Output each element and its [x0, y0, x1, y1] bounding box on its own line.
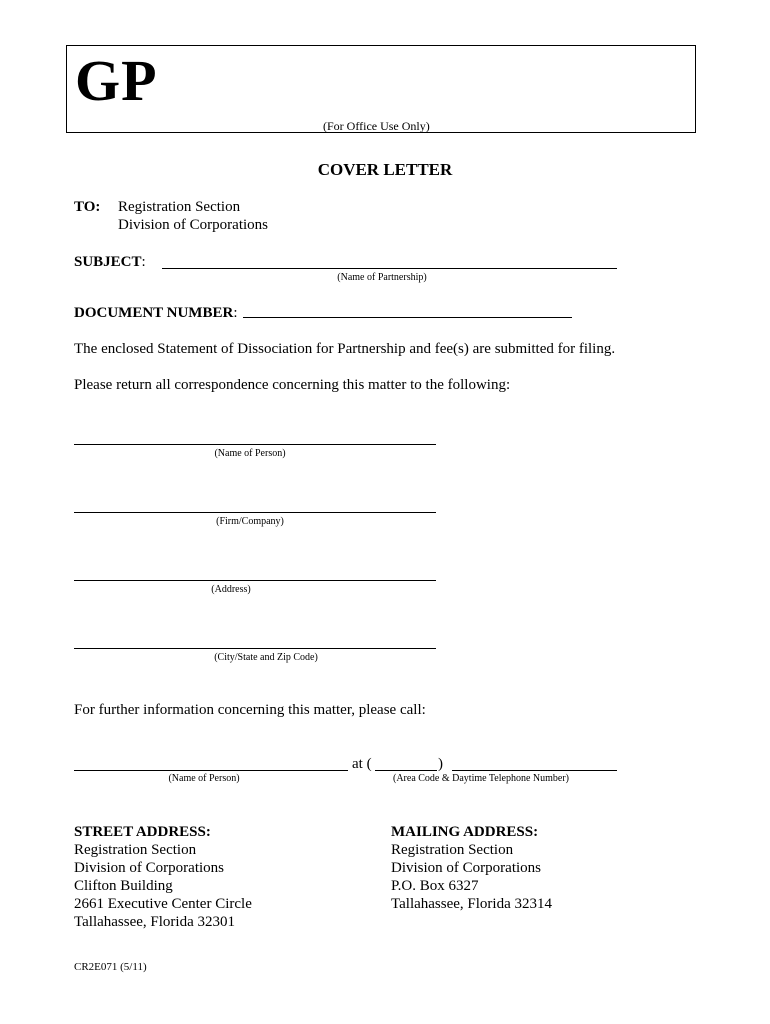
street-address-line: Clifton Building: [74, 878, 173, 894]
subject-field[interactable]: [162, 268, 617, 269]
form-code-footer: CR2E071 (5/11): [74, 961, 147, 973]
document-number-colon: :: [233, 305, 238, 321]
contact-intro: For further information concerning this matter, please call:: [74, 702, 426, 718]
contact-phone-field[interactable]: [452, 770, 617, 771]
mailing-address-line: Tallahassee, Florida 32314: [391, 896, 552, 912]
street-address-line: Registration Section: [74, 842, 197, 858]
return-firm-caption: (Firm/Company): [216, 516, 284, 527]
to-line-2: Division of Corporations: [118, 217, 268, 233]
street-address-line: Tallahassee, Florida 32301: [74, 914, 235, 930]
street-address-heading: STREET ADDRESS:: [74, 824, 211, 840]
contact-phone-caption: (Area Code & Daytime Telephone Number): [393, 773, 570, 784]
document-number-row: [74, 304, 237, 322]
to-line-1: Registration Section: [118, 199, 241, 215]
return-firm-field[interactable]: [74, 512, 436, 513]
return-name-caption: (Name of Person): [214, 448, 286, 459]
document-number-label: DOCUMENT NUMBER: [74, 305, 234, 321]
mailing-address-block: [391, 823, 552, 913]
mailing-address-line: Division of Corporations: [391, 860, 541, 876]
subject-label: SUBJECT: [74, 254, 142, 270]
form-code-gp: GP: [75, 48, 158, 113]
contact-close-paren: ): [438, 756, 443, 772]
document-number-field[interactable]: [243, 317, 572, 318]
office-use-note: (For Office Use Only): [323, 119, 430, 133]
to-label: TO:: [74, 199, 101, 215]
return-address-caption: (Address): [211, 584, 251, 595]
return-city-caption: (City/State and Zip Code): [214, 652, 318, 663]
return-address-field[interactable]: [74, 580, 436, 581]
page-title: COVER LETTER: [317, 160, 453, 179]
street-address-block: [74, 823, 252, 931]
return-name-field[interactable]: [74, 444, 436, 445]
street-address-line: 2661 Executive Center Circle: [74, 896, 252, 912]
contact-name-field[interactable]: [74, 770, 348, 771]
return-city-field[interactable]: [74, 648, 436, 649]
contact-at-text: at (: [352, 756, 372, 772]
subject-caption: (Name of Partnership): [337, 272, 427, 283]
contact-name-caption: (Name of Person): [168, 773, 240, 784]
street-address-line: Division of Corporations: [74, 860, 224, 876]
body-paragraph-1: The enclosed Statement of Dissociation for Partnership and fee(s) are submitted for filing.: [74, 341, 616, 357]
contact-area-code-field[interactable]: [375, 770, 437, 771]
subject-colon: :: [141, 254, 146, 270]
mailing-address-line: P.O. Box 6327: [391, 878, 479, 894]
body-paragraph-2: Please return all correspondence concerning this matter to the following:: [74, 377, 511, 393]
subject-row: [74, 253, 146, 271]
office-use-box: [66, 45, 696, 133]
mailing-address-line: Registration Section: [391, 842, 514, 858]
mailing-address-heading: MAILING ADDRESS:: [391, 824, 539, 840]
